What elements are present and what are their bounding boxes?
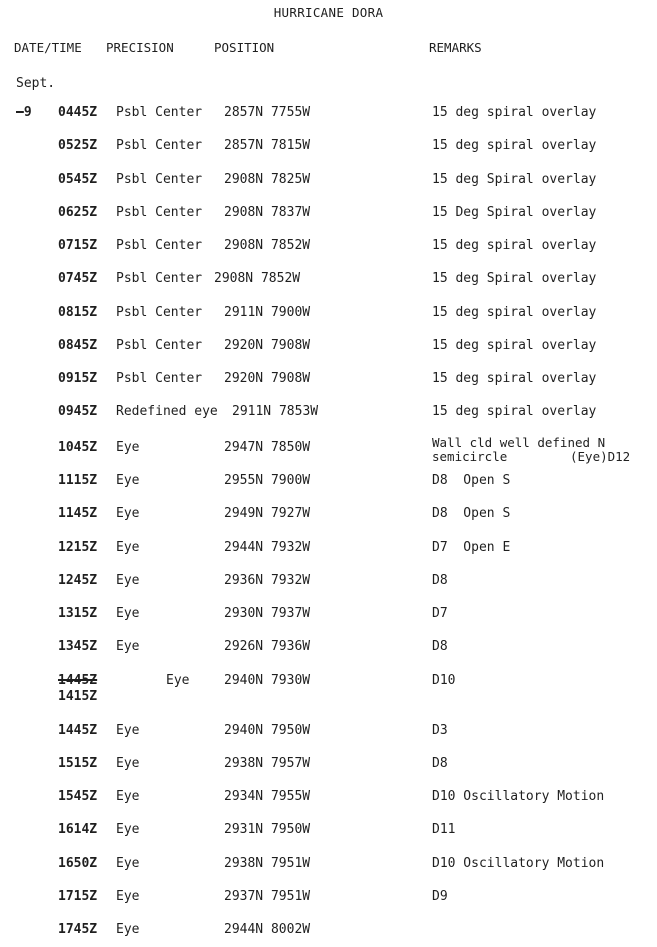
row-position: 2911N 7900W: [224, 305, 311, 320]
row-position: 2931N 7950W: [224, 822, 311, 837]
row-remarks: D7 Open E: [432, 540, 511, 555]
row-position: 2944N 8002W: [224, 922, 311, 937]
table-row: [0, 338, 657, 368]
row-remarks: D10: [432, 673, 456, 688]
table-row: [0, 540, 657, 570]
row-remarks: D3: [432, 723, 448, 738]
row-precision: Psbl Center: [116, 371, 203, 386]
row-time: 1115Z: [58, 473, 98, 488]
row-remarks: 15 deg Spiral overlay: [432, 271, 597, 286]
row-position: 2940N 7930W: [224, 673, 311, 688]
table-row: [0, 506, 657, 536]
row-remarks: 15 deg spiral overlay: [432, 371, 597, 386]
row-precision: Redefined eye: [116, 404, 218, 419]
row-time: 1045Z: [58, 440, 98, 455]
month-label: Sept.: [16, 76, 56, 91]
row-time: 0815Z: [58, 305, 98, 320]
row-remarks: D8: [432, 639, 448, 654]
row-position: 2857N 7755W: [224, 105, 311, 120]
row-time: 1650Z: [58, 856, 98, 871]
row-precision: Eye: [116, 606, 140, 621]
row-position: 2938N 7957W: [224, 756, 311, 771]
row-time: 0915Z: [58, 371, 98, 386]
row-remarks: 15 deg spiral overlay: [432, 404, 597, 419]
row-time: 0945Z: [58, 404, 98, 419]
row-precision: Psbl Center: [116, 271, 203, 286]
row-position: 2911N 7853W: [232, 404, 319, 419]
row-position: 2926N 7936W: [224, 639, 311, 654]
row-position: 2908N 7825W: [224, 172, 311, 187]
row-precision: Psbl Center: [116, 138, 203, 153]
row-time: 1215Z: [58, 540, 98, 555]
row-position: 2920N 7908W: [224, 338, 311, 353]
row-remarks: D8 Open S: [432, 506, 511, 521]
row-position: 2944N 7932W: [224, 540, 311, 555]
row-remarks-continued: semicircle: [432, 449, 508, 464]
row-time: 1515Z: [58, 756, 98, 771]
row-time: 1345Z: [58, 639, 98, 654]
row-time: 1245Z: [58, 573, 98, 588]
table-row: [0, 271, 657, 301]
row-precision: Eye: [116, 756, 140, 771]
header-position: POSITION: [214, 40, 275, 55]
row-precision: Eye: [116, 789, 140, 804]
row-precision: Psbl Center: [116, 305, 203, 320]
row-remarks: D9: [432, 889, 448, 904]
row-position: 2920N 7908W: [224, 371, 311, 386]
table-row: [0, 756, 657, 786]
row-position: 2936N 7932W: [224, 573, 311, 588]
table-row: [0, 922, 657, 947]
row-remarks: D10 Oscillatory Motion: [432, 789, 605, 804]
table-row: [0, 673, 657, 713]
table-row: [0, 723, 657, 753]
row-position: 2949N 7927W: [224, 506, 311, 521]
table-row: [0, 639, 657, 669]
row-position: 2947N 7850W: [224, 440, 311, 455]
row-position: 2908N 7852W: [224, 238, 311, 253]
row-time: 1445Z: [58, 723, 98, 738]
header-precision: PRECISION: [106, 40, 174, 55]
row-time: 1545Z: [58, 789, 98, 804]
day-label: 9: [23, 105, 32, 120]
row-time: 1315Z: [58, 606, 98, 621]
table-row: [0, 606, 657, 636]
row-precision: Psbl Center: [116, 105, 203, 120]
row-precision: Eye: [116, 506, 140, 521]
table-row: [0, 889, 657, 919]
row-time: 1715Z: [58, 889, 98, 904]
row-precision: Eye: [116, 573, 140, 588]
header-datetime: DATE/TIME: [14, 40, 82, 55]
row-remarks: Wall cld well defined N: [432, 435, 606, 450]
row-precision: Eye: [116, 639, 140, 654]
row-time: 0545Z: [58, 172, 98, 187]
row-precision: Eye: [116, 856, 140, 871]
row-precision: Eye: [116, 889, 140, 904]
row-remarks: D11: [432, 822, 456, 837]
row-remarks: 15 deg spiral overlay: [432, 138, 597, 153]
row-remarks: D8 Open S: [432, 473, 511, 488]
table-row: [0, 789, 657, 819]
table-row: [0, 856, 657, 886]
row-time: 0525Z: [58, 138, 98, 153]
row-remarks: D8: [432, 573, 448, 588]
table-row: [0, 573, 657, 603]
page-title: HURRICANE DORA: [273, 5, 384, 20]
row-precision: Psbl Center: [116, 338, 203, 353]
row-time-struck: 1445Z: [58, 673, 98, 688]
row-time: 0625Z: [58, 205, 98, 220]
row-position: 2934N 7955W: [224, 789, 311, 804]
row-time: 0745Z: [58, 271, 98, 286]
row-remarks: 15 deg spiral overlay: [432, 238, 597, 253]
row-remarks-eye-diameter: (Eye)D12: [570, 449, 631, 464]
table-row: [0, 822, 657, 852]
table-row: [0, 105, 657, 135]
row-remarks: 15 deg spiral overlay: [432, 105, 597, 120]
row-precision: Eye: [116, 473, 140, 488]
row-time: 0845Z: [58, 338, 98, 353]
table-row: [0, 172, 657, 202]
row-precision: Eye: [116, 922, 140, 937]
row-position: 2938N 7951W: [224, 856, 311, 871]
header-remarks: REMARKS: [429, 40, 482, 55]
row-remarks: 15 Deg Spiral overlay: [432, 205, 597, 220]
table-row: [0, 404, 657, 434]
row-position: 2937N 7951W: [224, 889, 311, 904]
row-position: 2908N 7837W: [224, 205, 311, 220]
row-position: 2857N 7815W: [224, 138, 311, 153]
table-row: [0, 305, 657, 335]
row-position: 2955N 7900W: [224, 473, 311, 488]
row-precision: Psbl Center: [116, 205, 203, 220]
row-remarks: 15 deg spiral overlay: [432, 338, 597, 353]
row-precision: Eye: [116, 723, 140, 738]
row-precision: Eye: [116, 822, 140, 837]
row-remarks: D8: [432, 756, 448, 771]
row-time: 1145Z: [58, 506, 98, 521]
row-time: 1614Z: [58, 822, 98, 837]
table-row: [0, 238, 657, 268]
table-row: [0, 205, 657, 235]
row-remarks: 15 deg Spiral overlay: [432, 172, 597, 187]
row-position: 2940N 7950W: [224, 723, 311, 738]
row-time: 0445Z: [58, 105, 98, 120]
row-precision: Psbl Center: [116, 238, 203, 253]
row-remarks: 15 deg spiral overlay: [432, 305, 597, 320]
row-precision: Eye: [116, 440, 140, 455]
row-remarks: D7: [432, 606, 448, 621]
row-time-corrected: 1415Z: [58, 689, 98, 704]
row-remarks: D10 Oscillatory Motion: [432, 856, 605, 871]
table-row: [0, 473, 657, 503]
table-row: [0, 138, 657, 168]
row-time: 1745Z: [58, 922, 98, 937]
row-precision: Eye: [166, 673, 190, 688]
table-row: [0, 371, 657, 401]
row-precision: Psbl Center: [116, 172, 203, 187]
row-time: 0715Z: [58, 238, 98, 253]
row-position: 2930N 7937W: [224, 606, 311, 621]
row-precision: Eye: [116, 540, 140, 555]
row-position: 2908N 7852W: [214, 271, 301, 286]
